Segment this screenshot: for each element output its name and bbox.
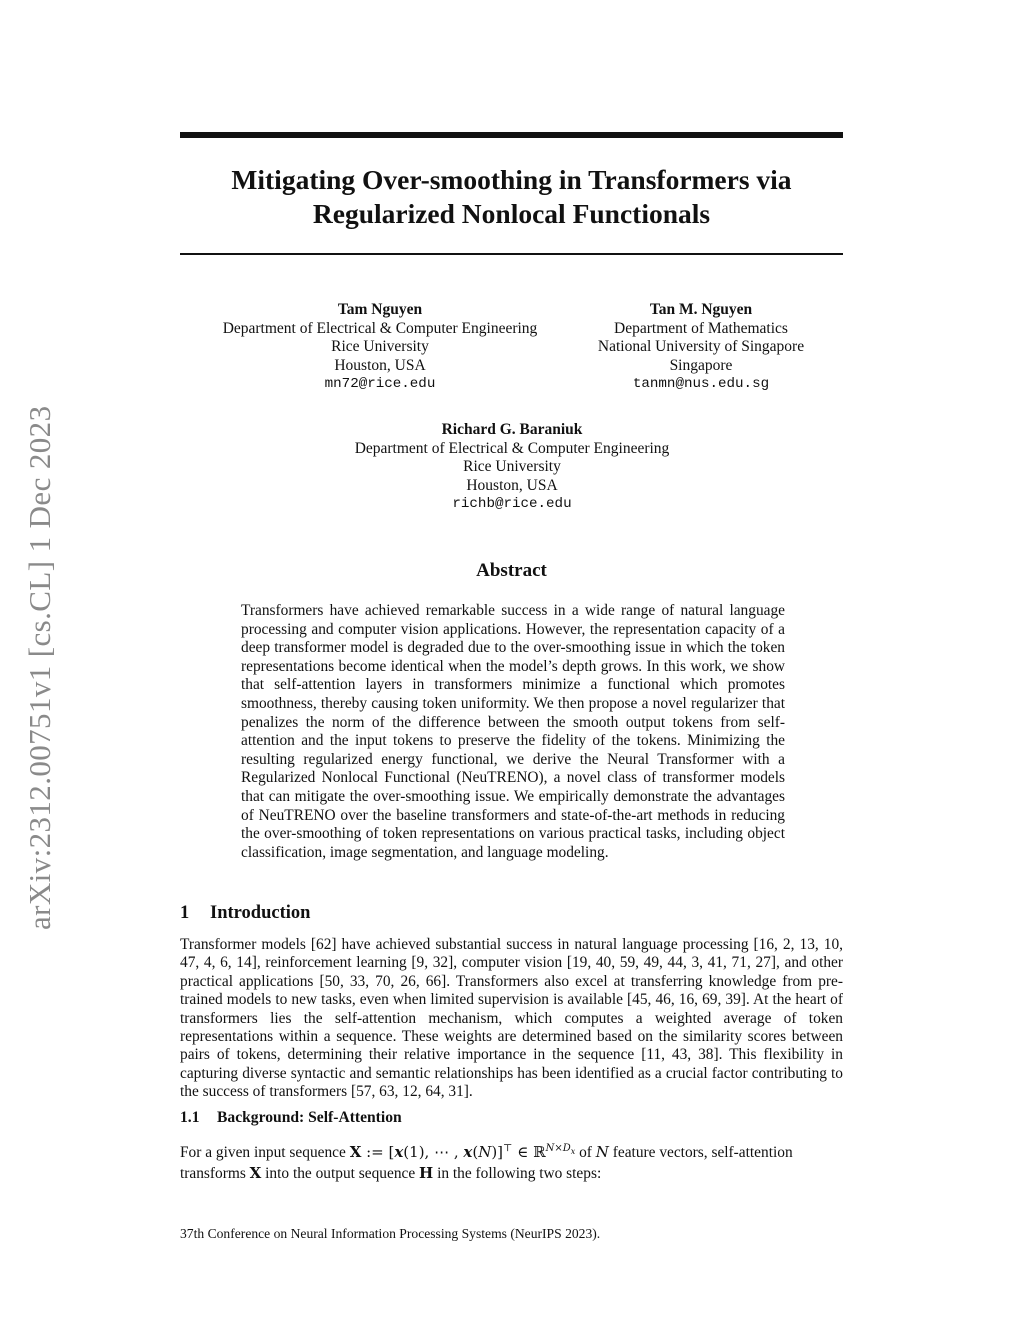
symbol-h: H	[419, 1164, 434, 1182]
author-location: Houston, USA	[466, 476, 558, 494]
author-email: tanmn@nus.edu.sg	[632, 376, 770, 392]
author-block-2	[571, 301, 831, 394]
author-email: richb@rice.edu	[452, 496, 572, 512]
author-name: Tan M. Nguyen	[649, 301, 753, 318]
author-location: Singapore	[669, 356, 733, 374]
abstract-text: Transformers have achieved remarkable success in a wide range of natural language processing and computer vision applications. However, the representation capacity of a deep transformer model is degraded due to the over-smoothing issue in which the token representations become identical when the model’s depth grows. In this work, we show that self-attention layers in transformers minimize a functional which promotes smoothness, thereby causing token uniformity. We then propose a novel regularizer that penalizes the norm of the difference between the smooth output tokens from self-attention and the input tokens to preserve the fidelity of the tokens. Minimizing the resulting regularized energy functional, we derive the Neural Transformer with a Regularized Nonlocal Functional (NeuTRENO), a novel class of transformer models that can mitigate the over-smoothing issue. We empirically demonstrate the advantages of NeuTRENO over the baseline transformers and state-of-the-art methods in reducing the over-smoothing of token representations on various practical tasks, including object classification, image segmentation, and language modeling.	[241, 602, 785, 861]
background-text-2: of	[575, 1144, 596, 1161]
author-block-3	[312, 421, 712, 514]
variable-n: N	[595, 1143, 609, 1161]
subsection-heading-background	[180, 1109, 402, 1127]
abstract-heading: Abstract	[476, 560, 547, 581]
title-top-rule	[180, 132, 843, 138]
author-location: Houston, USA	[334, 356, 426, 374]
author-block-1	[180, 301, 580, 394]
author-institution: National University of Singapore	[597, 338, 805, 355]
background-text-3: feature vectors, self-attention	[608, 1144, 793, 1161]
subsection-number: 1.1	[180, 1109, 200, 1126]
background-text-6: in the following two steps:	[433, 1165, 602, 1182]
author-institution: Rice University	[463, 458, 561, 475]
arxiv-identifier: arXiv:2312.00751v1 [cs.CL] 1 Dec 2023	[22, 405, 57, 930]
author-department: Department of Electrical & Computer Engineering	[354, 439, 670, 457]
introduction-paragraph: Transformer models [62] have achieved substantial success in natural language processing [16, 2, 13, 10, 47, 4, 6, 14], reinforcement learning [9, 32], computer vision [19, 40, 59, 49, 44, 3, 41, 71, 27], and other practical applications [50, 33, 70, 26, 66]. Transformers also excel at transferring knowledge from pre-trained models to new tasks, even when limited supervision is available [45, 46, 16, 69, 39]. At the heart of transformers lies the self-attention mechanism, which computes a weighted average of token representations within a sequence. These weights are determined based on the similarity scores between pairs of tokens, determining their relative importance in the sequence [11, 43, 38]. This flexibility in capturing diverse syntactic and semantic relationships has been identified as a crucial factor contributing to the success of transformers [57, 63, 12, 64, 31].	[180, 936, 843, 1101]
title-bottom-rule	[180, 253, 843, 255]
background-paragraph	[180, 1138, 843, 1184]
background-text-4: transforms	[180, 1165, 250, 1182]
author-institution: Rice University	[331, 338, 429, 355]
paper-title-line-2: Regularized Nonlocal Functionals	[312, 198, 711, 229]
conference-footnote: 37th Conference on Neural Information Processing Systems (NeurIPS 2023).	[180, 1226, 601, 1241]
author-name: Tam Nguyen	[337, 301, 423, 318]
author-email: mn72@rice.edu	[324, 376, 436, 392]
author-department: Department of Electrical & Computer Engineering	[222, 319, 538, 337]
subsection-title: Background: Self-Attention	[217, 1109, 402, 1126]
section-heading-introduction	[180, 903, 310, 924]
input-sequence-equation: X := [x(1), ⋯ , x(N)]⊤ ∈ ℝ$^{N\times D_x}$	[349, 1143, 576, 1161]
paper-title	[180, 163, 843, 231]
symbol-x: X	[249, 1164, 262, 1182]
background-text-5: into the output sequence	[261, 1165, 420, 1182]
background-text-1: For a given input sequence	[180, 1144, 350, 1161]
section-title: Introduction	[210, 903, 311, 923]
paper-title-line-1: Mitigating Over-smoothing in Transformers via	[231, 164, 792, 195]
section-number: 1	[180, 903, 190, 923]
author-name: Richard G. Baraniuk	[441, 421, 583, 438]
author-department: Department of Mathematics	[614, 319, 788, 337]
